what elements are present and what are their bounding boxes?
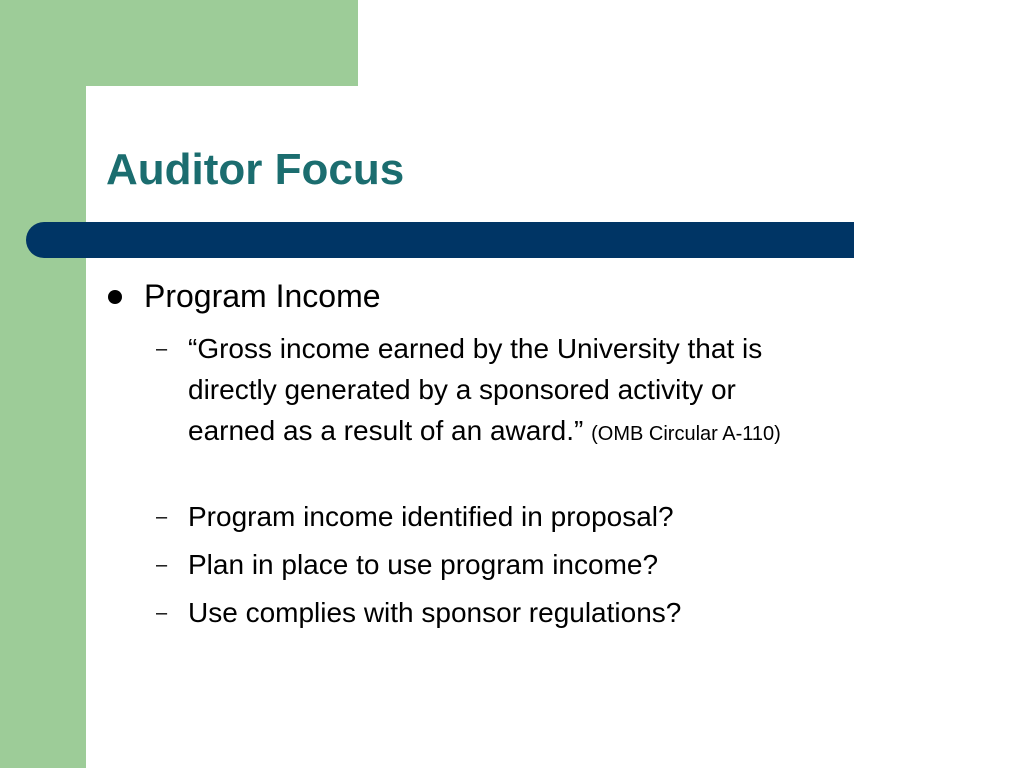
- definition-line-3: [188, 410, 781, 455]
- slide-title: Auditor Focus: [106, 145, 405, 194]
- definition-line-3-text: earned as a result of an award.”: [188, 415, 584, 446]
- dash-icon: –: [156, 602, 168, 624]
- subitem-proposal: Program income identified in proposal?: [188, 501, 674, 532]
- dash-icon: –: [156, 338, 168, 360]
- definition-line-1: “Gross income earned by the University that is: [188, 333, 763, 364]
- omb-citation: (OMB Circular A-110): [591, 423, 781, 445]
- subitem-plan: Plan in place to use program income?: [188, 549, 659, 580]
- definition-line-2: directly generated by a sponsored activity or: [188, 374, 736, 405]
- bullet-program-income: Program Income: [144, 278, 381, 314]
- dash-icon: –: [156, 554, 168, 576]
- dash-icon: –: [156, 506, 168, 528]
- subitem-regulations: Use complies with sponsor regulations?: [188, 597, 682, 628]
- bullet-dot-icon: [108, 290, 122, 304]
